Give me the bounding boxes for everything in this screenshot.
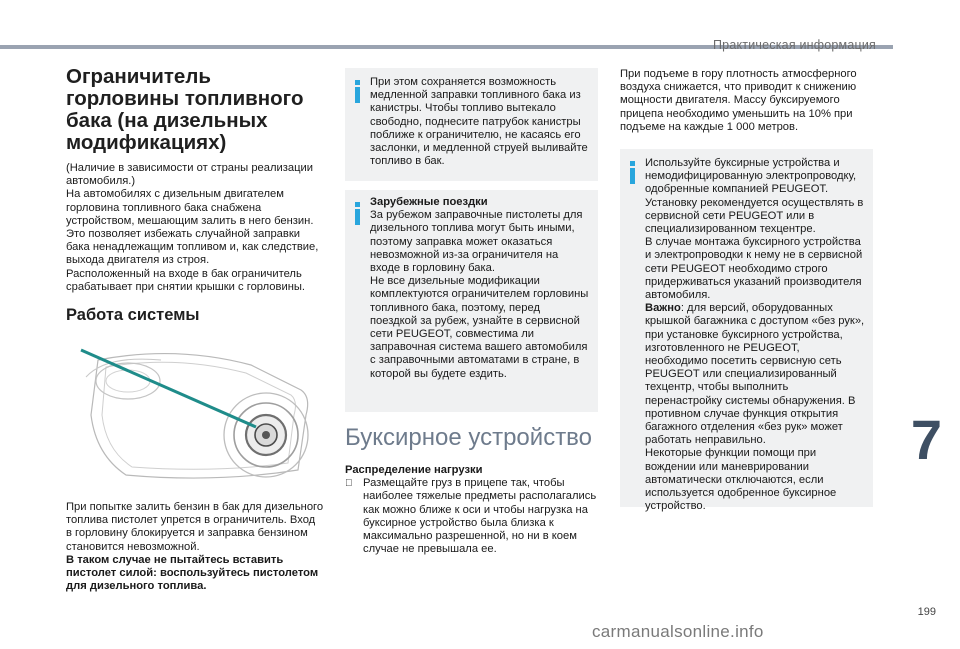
section-heading-towing: Буксирное устройство [345,424,593,451]
important-text: : для версий, оборудованных крышкой багажника с доступом «без рук», при установке буксирного устройства, изготовленного не PEUGEOT, необходимо посетить сервисную сеть PEUGEOT или специализированный техцентр, чтобы выполнить перенастройку системы обнаружения. В противном случае функция открытия багажного отделения «без рук» может работать неправильно. [645,302,865,447]
subheading-operation: Работа системы [66,306,200,325]
list-item [345,477,600,556]
column-1 [66,66,324,593]
info-icon [630,161,635,184]
info-towbar-content [645,157,865,513]
info-towbar-text-3 [645,302,865,447]
info-slow-refuel-text: При этом сохраняется возможность медленной заправки топливного бака из канистры. Чтобы топливо вытекало свободно, поднесите патрубок канистры поближе к ограничителю, не касаясь его заслонки, и медленной струей выливайте топливо в бак. [370,76,588,168]
fuel-filler-illustration [66,335,321,485]
bullet-icon [345,477,363,556]
page-title: Ограничитель горловины топливного бака (на дизельных модификациях) [66,65,304,154]
column-3 [620,68,878,134]
intro-activation: Расположенный на входе в бак ограничитель срабатывает при снятии крышки с горловины. [66,267,306,293]
info-towbar-text-4: Некоторые функции помощи при вождении или маневрировании автоматически отключаются, если используется одобренное буксирное устройство. [645,447,837,513]
intro-availability: (Наличие в зависимости от страны реализации автомобиля.) [66,162,314,188]
info-panel-abroad [345,190,598,412]
section-title: Практическая информация [713,38,876,52]
load-distribution-title: Распределение нагрузки [345,464,483,476]
page-number: 199 [917,606,936,618]
info-abroad-text-2: Не все дизельные модификации комплектуются ограничителем горловины топливного бака, поэтому, перед поездкой за рубеж, узнайте в сервисной сети PEUGEOT, совместима ли заправочная система вашего автомобиля с заправочными автоматами в стране, в которой вы будете ездить. [370,275,589,380]
intro-description: На автомобилях с дизельным двигателем горловина топливного бака снабжена устройством, мешающим залить в него бензин. Это позволяет избежать случайной заправки бака ненадлежащим топливом и, как следствие, выхода двигателя из строя. [66,188,319,267]
watermark: carmanualsonline.info [592,622,764,641]
towing-load-block [345,464,600,556]
chapter-tab [893,395,960,485]
fuel-filler-drawing [66,335,321,485]
load-distribution-text: Размещайте груз в прицепе так, чтобы наиболее тяжелые предметы располагались как можно ближе к оси и чтобы нагрузка на буксирное устройство была близка к максимально разрешенной, но ни в коем случае не превышала ее. [363,477,597,556]
info-abroad-title: Зарубежные поездки [370,196,488,208]
altitude-text: При подъеме в гору плотность атмосферного воздуха снижается, что приводит к снижению мощности двигателя. Массу буксируемого прицепа необходимо уменьшить на 10% при подъеме на каждые 1 000 метров. [620,68,857,133]
info-icon [355,202,360,225]
info-panel-towbar [620,149,873,513]
operation-text: При попытке залить бензин в бак для дизельного топлива пистолет упрется в ограничитель. Вход в горловину блокируется и заправка бензином становится невозможной. [66,501,324,553]
chapter-number: 7 [910,408,943,471]
info-abroad-text-1: За рубежом заправочные пистолеты для дизельного топлива могут быть иными, поэтому заправка может оказаться невозможной из-за ограничителя на входе в горловину бака. [370,209,583,275]
info-icon [355,80,360,103]
info-towbar-text-2: В случае монтажа буксирного устройства и электропроводки к нему не в сервисной сети PEUGEOT необходимо строго придерживаться указаний производителя автомобиля. [645,236,863,302]
important-label: Важно [645,302,681,315]
info-abroad-content [370,196,590,381]
info-panel-slow-refuel [345,68,598,181]
info-towbar-text-1: Используйте буксирные устройства и немодифицированную электропроводку, одобренные компанией PEUGEOT. Установку рекомендуется осуществлять в сервисной сети PEUGEOT или в специализированном техцентре. [645,157,864,236]
operation-warning: В таком случае не пытайтесь вставить пистолет силой: воспользуйтесь пистолетом для дизельного топлива. [66,553,319,593]
